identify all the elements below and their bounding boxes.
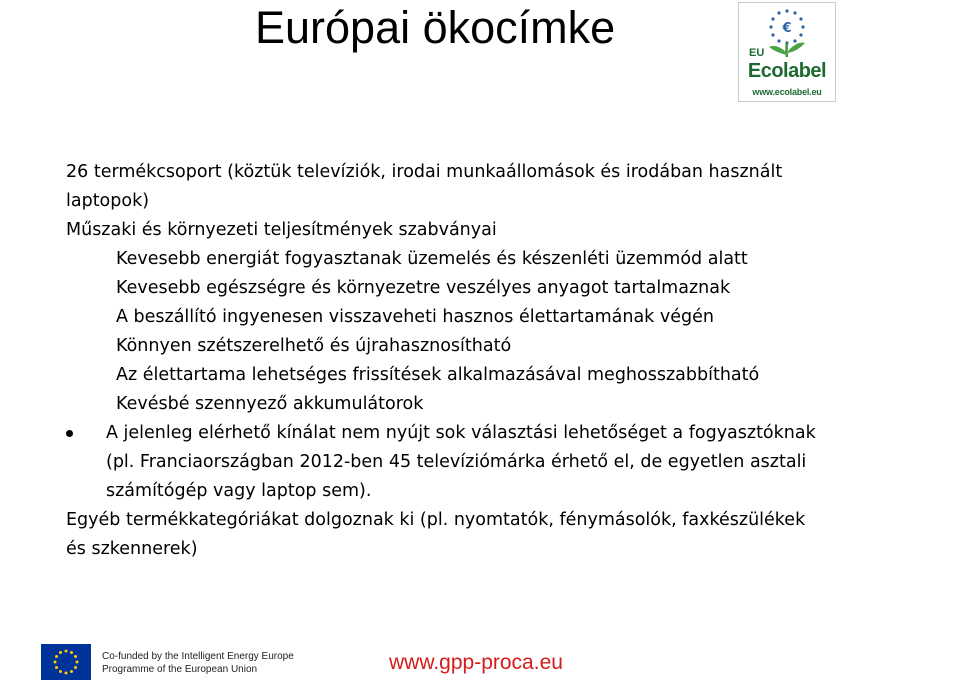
text-line: Műszaki és környezeti teljesítmények szabványai [66,220,497,240]
logo-name: Ecolabel [747,60,827,82]
bullet-continuation: számítógép vagy laptop sem). [106,481,372,501]
footer-url: www.gpp-proca.eu [389,651,563,674]
bullet-item [66,419,926,448]
bullet-icon [66,430,73,437]
eu-ecolabel-logo [738,2,836,102]
text-line: és szkennerek) [66,539,198,559]
cofunding-line: Programme of the European Union [102,664,258,675]
sub-item: Kevésbé szennyező akkumulátorok [116,394,424,414]
bullet-text: A jelenleg elérhető kínálat nem nyújt sok választási lehetőséget a fogyasztóknak [106,423,816,443]
cofunding-line: Co-funded by the Intelligent Energy Europe [102,651,294,662]
logo-url: www.ecolabel.eu [752,87,822,97]
logo-eu-label: EU [749,47,765,59]
text-line: Egyéb termékkategóriákat dolgoznak ki (pl. nyomtatók, fénymásolók, faxkészülékek [66,510,806,530]
slide-body [66,158,926,564]
sub-item: Az élettartama lehetséges frissítések alkalmazásával meghosszabbítható [116,365,760,385]
sub-item: Kevesebb egészségre és környezetre veszélyes anyagot tartalmaznak [116,278,731,298]
cofunding-notice [102,650,294,676]
sub-item: Kevesebb energiát fogyasztanak üzemelés és készenléti üzemmód alatt [116,249,748,269]
sub-item: A beszállító ingyenesen visszaveheti hasznos élettartamának végén [116,307,714,327]
text-line: laptopok) [66,191,150,211]
eu-flag-icon [41,644,91,680]
svg-text:€: € [782,21,792,36]
bullet-continuation: (pl. Franciaországban 2012-ben 45 televíziómárka érhető el, de egyetlen asztali [106,452,807,472]
sub-item: Könnyen szétszerelhető és újrahasznosítható [116,336,512,356]
text-line: 26 termékcsoport (köztük televíziók, irodai munkaállomások és irodában használt [66,162,783,182]
slide-title: Európai ökocímke [255,2,616,53]
